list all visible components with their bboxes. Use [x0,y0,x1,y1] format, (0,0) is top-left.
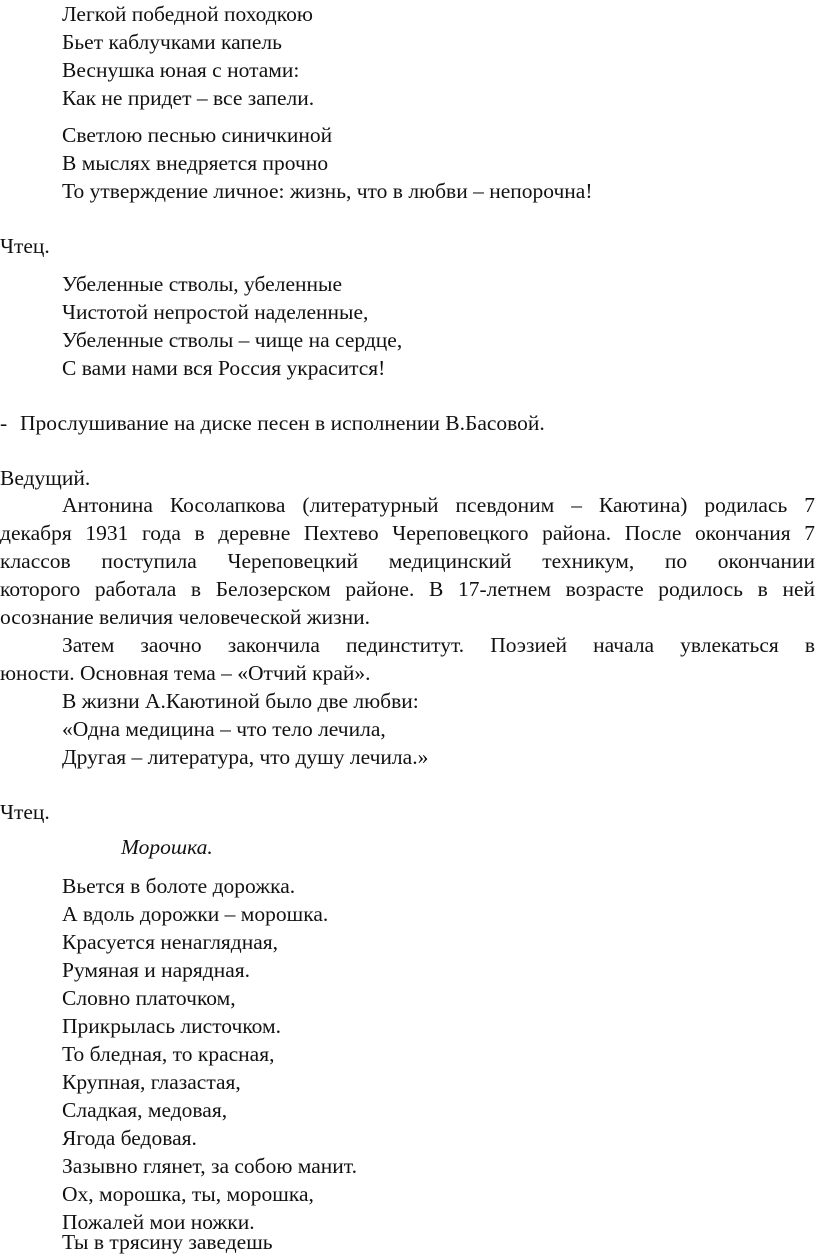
poem-line: Ты в трясину заведешь [62,1230,273,1254]
stanza3-line: Убеленные стволы, убеленные [62,272,342,296]
quote-line: «Одна медицина – что тело лечила, [62,717,386,741]
bio-line: декабря 1931 года в деревне Пехтево Череповецкого района. После окончания 7 [0,521,815,545]
bio-line: которого работала в Белозерском районе. В 17-летнем возрасте родилось в ней [0,577,815,601]
stanza3-line: Чистотой непростой наделенные, [62,300,369,324]
poem-line: Пожалей мои ножки. [62,1210,255,1234]
poem-line: Крупная, глазастая, [62,1070,241,1094]
bio-line: юности. Основная тема – «Отчий край». [0,661,371,685]
bio-line: Антонина Косолапкова (литературный псевдоним – Каютина) родилась 7 [62,493,815,517]
listening-item [0,409,545,437]
bio-line: классов поступила Череповецкий медицинский техникум, по окончании [0,549,815,573]
bio-line: Затем заочно закончила пединститут. Поэзией начала увлекаться в [62,633,815,657]
stanza1-line: Веснушка юная с нотами: [62,58,300,82]
poem-line: А вдоль дорожки – морошка. [62,902,329,926]
poem-line: Зазывно глянет, за собою манит. [62,1154,357,1178]
quote-line: Другая – литература, что душу лечила.» [62,745,429,769]
poem-title: Морошка. [121,835,213,859]
stanza1-line: Бьет каблучками капель [62,30,282,54]
poem-line: Сладкая, медовая, [62,1098,228,1122]
host-label: Ведущий. [0,466,91,490]
poem-line: Словно платочком, [62,986,236,1010]
poem-line: Вьется в болоте дорожка. [62,874,296,898]
poem-line: Красуется ненаглядная, [62,930,279,954]
poem-line: Ох, морошка, ты, морошка, [62,1182,314,1206]
poem-line: То бледная, то красная, [62,1042,275,1066]
poem-line: Ягода бедовая. [62,1126,197,1150]
listening-text: Прослушивание на диске песен в исполнении В.Басовой. [20,411,545,435]
list-dash: - [0,411,8,435]
reader-label: Чтец. [0,234,50,258]
stanza1-line: Как не придет – все запели. [62,86,315,110]
poem-line: Прикрылась листочком. [62,1014,281,1038]
bio-line: осознание величия человеческой жизни. [0,605,370,629]
stanza3-line: Убеленные стволы – чище на сердце, [62,328,403,352]
stanza2-line: Светлою песнью синичкиной [62,123,333,147]
reader-label: Чтец. [0,800,50,824]
stanza2-line: В мыслях внедряется прочно [62,151,329,175]
stanza3-line: С вами нами вся Россия украсится! [62,356,386,380]
poem-line: Румяная и нарядная. [62,958,251,982]
bio-line: В жизни А.Каютиной было две любви: [62,689,419,713]
stanza2-line: То утверждение личное: жизнь, что в любви – непорочна! [62,179,593,203]
stanza1-line: Легкой победной походкою [62,2,313,26]
